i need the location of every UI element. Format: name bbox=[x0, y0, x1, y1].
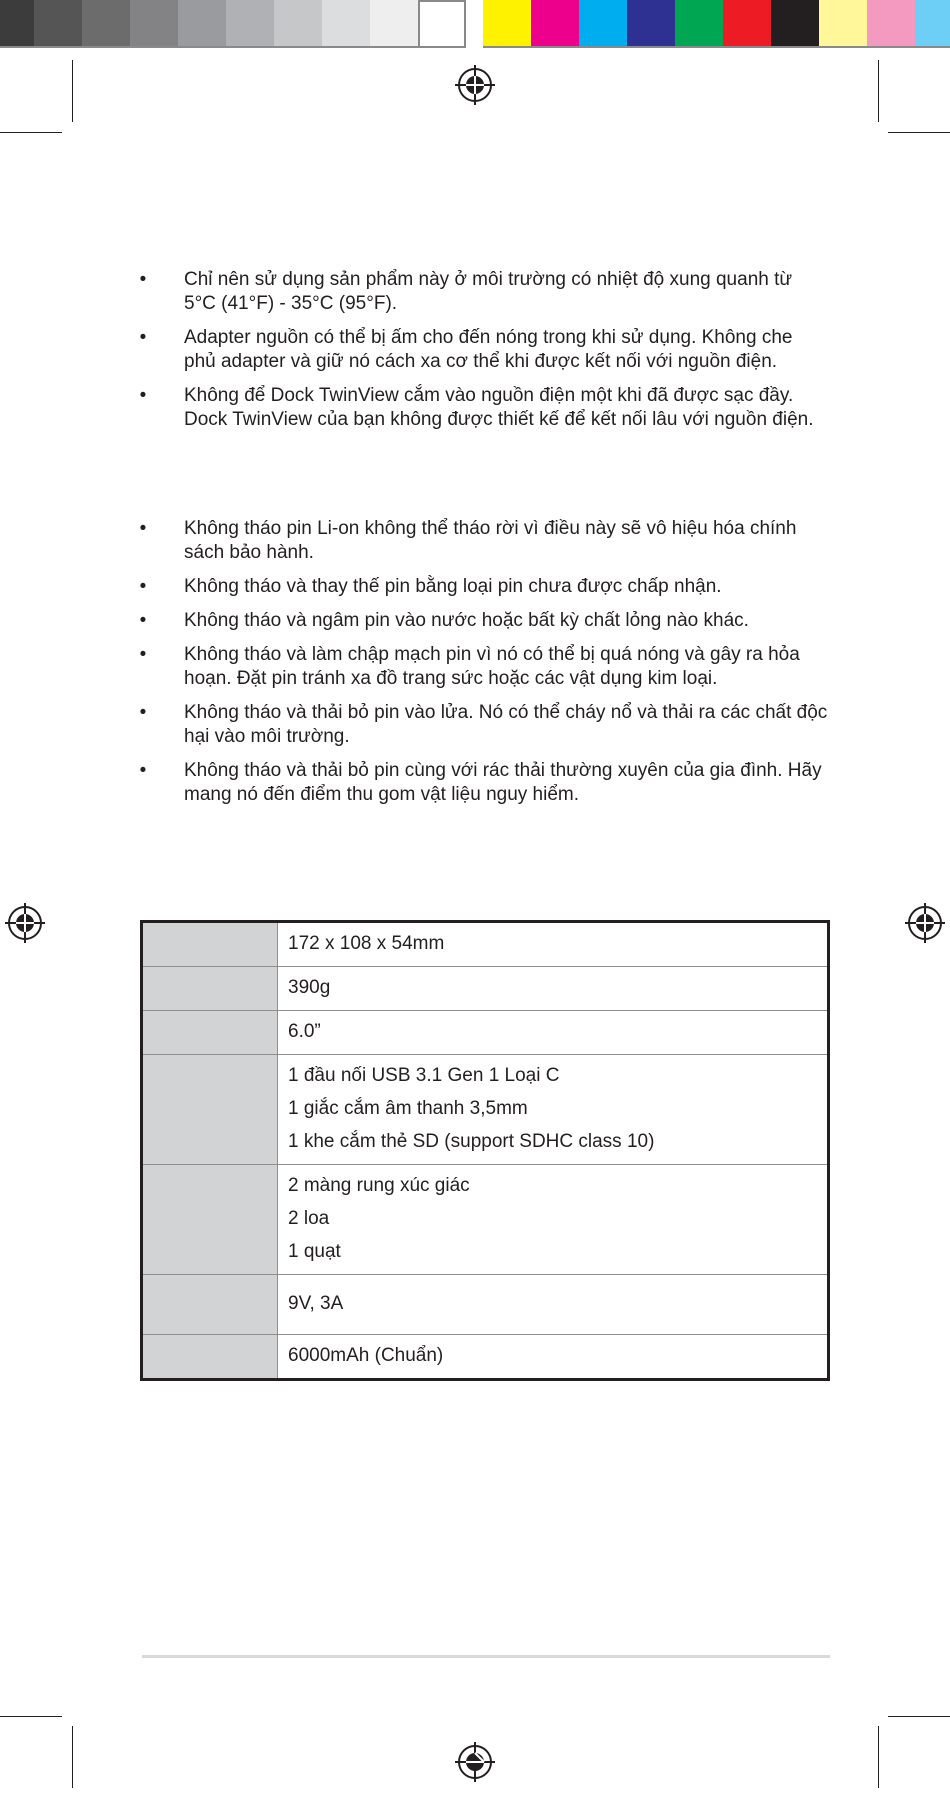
battery-warnings-list bbox=[138, 517, 828, 817]
spec-value: 2 loa bbox=[288, 1208, 330, 1229]
crop-mark bbox=[72, 1726, 73, 1788]
list-item-text: Adapter nguồn có thể bị ấm cho đến nóng trong khi sử dụng. Không che phủ adapter và giữ nó cách xa cơ thể khi được kết nối với nguồn điện. bbox=[184, 327, 793, 372]
crop-mark bbox=[0, 132, 62, 133]
list-item bbox=[138, 575, 828, 599]
footer-rule bbox=[142, 1655, 830, 1658]
spec-label-cell bbox=[142, 1275, 278, 1335]
spec-label-cell bbox=[142, 922, 278, 967]
spec-value: 1 quạt bbox=[288, 1241, 341, 1262]
bullet-icon: • bbox=[139, 702, 147, 723]
color-swatch bbox=[531, 0, 579, 48]
crop-mark bbox=[0, 1716, 62, 1717]
color-swatch bbox=[627, 0, 675, 48]
spec-value: 1 giắc cắm âm thanh 3,5mm bbox=[288, 1098, 528, 1119]
list-item-text: Chỉ nên sử dụng sản phẩm này ở môi trường có nhiệt độ xung quanh từ 5°C (41°F) - 35°C (95°F). bbox=[184, 269, 793, 314]
table-row bbox=[142, 967, 829, 1011]
color-swatch bbox=[723, 0, 771, 48]
table-row bbox=[142, 1165, 829, 1275]
table-row bbox=[142, 1011, 829, 1055]
bullet-icon: • bbox=[139, 576, 147, 597]
spec-value-cell bbox=[278, 1011, 829, 1055]
list-item-text: Không tháo và làm chập mạch pin vì nó có thể bị quá nóng và gây ra hỏa hoạn. Đặt pin tránh xa đồ trang sức hoặc các vật dụng kim loại. bbox=[184, 644, 800, 689]
bullet-icon: • bbox=[139, 518, 147, 539]
gray-swatch bbox=[0, 0, 34, 48]
spec-value-cell bbox=[278, 967, 829, 1011]
usage-precautions-list bbox=[138, 268, 828, 442]
list-item bbox=[138, 517, 828, 565]
list-item bbox=[138, 326, 828, 374]
color-swatch bbox=[867, 0, 915, 48]
spec-label-cell bbox=[142, 1335, 278, 1380]
list-item bbox=[138, 268, 828, 316]
white-swatch bbox=[418, 0, 466, 48]
spec-label-cell bbox=[142, 1165, 278, 1275]
spec-value: 172 x 108 x 54mm bbox=[288, 933, 445, 954]
crop-mark bbox=[888, 1716, 950, 1717]
spec-value: 1 khe cắm thẻ SD (support SDHC class 10) bbox=[288, 1131, 655, 1152]
registration-mark-icon bbox=[455, 65, 495, 105]
spec-value: 1 đầu nối USB 3.1 Gen 1 Loại C bbox=[288, 1065, 560, 1086]
spec-label-cell bbox=[142, 1055, 278, 1165]
list-item-text: Không tháo và thải bỏ pin vào lửa. Nó có thể cháy nổ và thải ra các chất độc hại vào môi trường. bbox=[184, 702, 828, 747]
list-item bbox=[138, 759, 828, 807]
color-swatch bbox=[675, 0, 723, 48]
bullet-icon: • bbox=[139, 644, 147, 665]
spec-value-cell bbox=[278, 1055, 829, 1165]
spec-value-cell bbox=[278, 922, 829, 967]
spec-label-cell bbox=[142, 1011, 278, 1055]
spec-value-cell bbox=[278, 1335, 829, 1380]
registration-mark-icon bbox=[905, 903, 945, 943]
spec-value: 6000mAh (Chuẩn) bbox=[288, 1345, 444, 1366]
registration-mark-icon bbox=[455, 1742, 495, 1782]
spec-value: 9V, 3A bbox=[288, 1293, 344, 1314]
crop-mark bbox=[878, 1726, 879, 1788]
spec-value-cell bbox=[278, 1165, 829, 1275]
gray-swatch bbox=[274, 0, 322, 48]
crop-mark bbox=[72, 60, 73, 122]
registration-mark-icon bbox=[5, 903, 45, 943]
spec-label-cell bbox=[142, 967, 278, 1011]
list-item-text: Không tháo và thay thế pin bằng loại pin chưa được chấp nhận. bbox=[184, 576, 722, 597]
crop-mark bbox=[888, 132, 950, 133]
gray-swatch bbox=[226, 0, 274, 48]
list-item bbox=[138, 384, 828, 432]
printer-color-bar bbox=[0, 0, 950, 50]
list-item-text: Không tháo và ngâm pin vào nước hoặc bất kỳ chất lỏng nào khác. bbox=[184, 610, 749, 631]
color-swatch bbox=[819, 0, 867, 48]
gray-swatch bbox=[178, 0, 226, 48]
spec-value: 2 màng rung xúc giác bbox=[288, 1175, 470, 1196]
gray-swatch bbox=[82, 0, 130, 48]
gray-swatch bbox=[130, 0, 178, 48]
gray-swatch bbox=[34, 0, 82, 48]
list-item bbox=[138, 701, 828, 749]
bullet-icon: • bbox=[139, 385, 147, 406]
list-item-text: Không tháo và thải bỏ pin cùng với rác thải thường xuyên của gia đình. Hãy mang nó đến điểm thu gom vật liệu nguy hiểm. bbox=[184, 760, 822, 805]
color-swatch bbox=[483, 0, 531, 48]
list-item bbox=[138, 609, 828, 633]
bullet-icon: • bbox=[139, 760, 147, 781]
spec-value-cell bbox=[278, 1275, 829, 1335]
gray-swatch bbox=[322, 0, 370, 48]
spec-value: 390g bbox=[288, 977, 331, 998]
table-row bbox=[142, 1335, 829, 1380]
list-item-text: Không để Dock TwinView cắm vào nguồn điện một khi đã được sạc đầy. Dock TwinView của bạn không được thiết kế để kết nối lâu với nguồn điện. bbox=[184, 385, 814, 430]
specifications-table bbox=[140, 920, 830, 1381]
table-row bbox=[142, 922, 829, 967]
color-swatch bbox=[915, 0, 950, 48]
gray-swatch bbox=[370, 0, 418, 48]
list-item-text: Không tháo pin Li-on không thể tháo rời vì điều này sẽ vô hiệu hóa chính sách bảo hành. bbox=[184, 518, 797, 563]
color-swatch bbox=[579, 0, 627, 48]
table-row bbox=[142, 1275, 829, 1335]
color-swatch bbox=[771, 0, 819, 48]
bullet-icon: • bbox=[139, 269, 147, 290]
bullet-icon: • bbox=[139, 327, 147, 348]
bullet-icon: • bbox=[139, 610, 147, 631]
spec-value: 6.0” bbox=[288, 1021, 321, 1042]
list-item bbox=[138, 643, 828, 691]
table-row bbox=[142, 1055, 829, 1165]
crop-mark bbox=[878, 60, 879, 122]
